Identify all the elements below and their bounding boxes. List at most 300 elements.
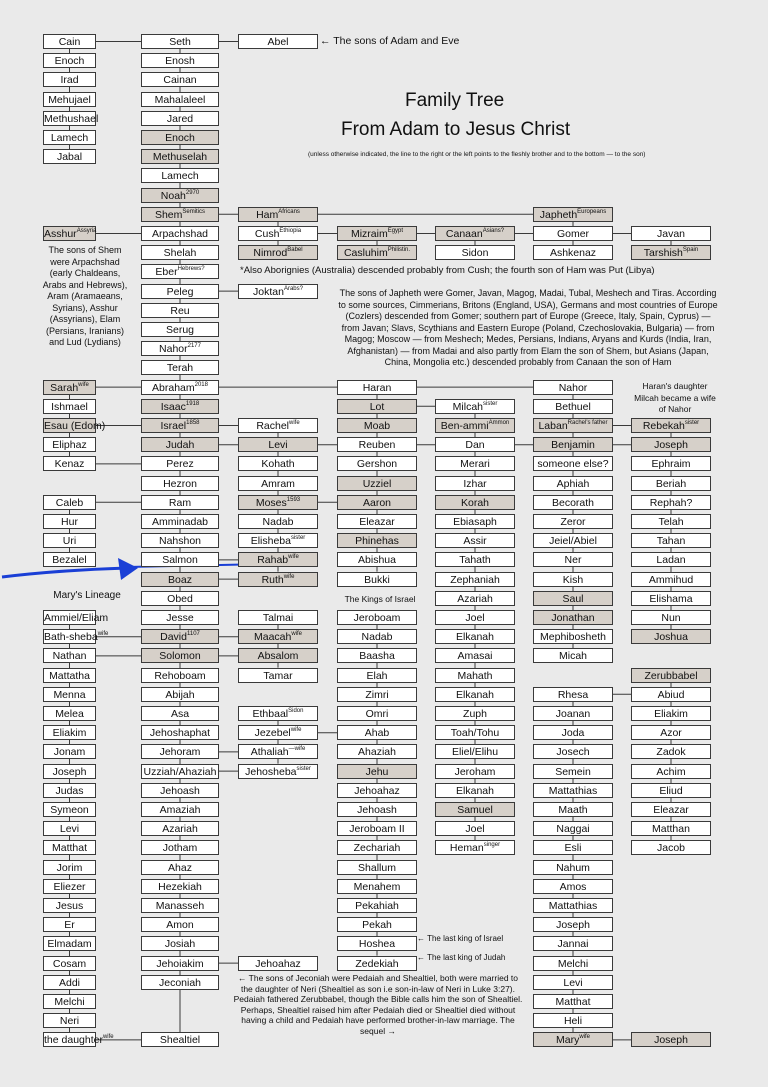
person-judas [43, 783, 96, 798]
person-peleg [141, 284, 219, 299]
person-hezekiah [141, 879, 219, 894]
person-micah [533, 648, 613, 663]
person-uri [43, 533, 96, 548]
person-levi3 [533, 975, 613, 990]
person-name: Judah [165, 439, 195, 452]
person-samuel [435, 802, 515, 817]
person-zerubbabel [631, 668, 711, 683]
person-becorath [533, 495, 613, 510]
person-name: Elah [366, 669, 388, 682]
person-ammihud [631, 572, 711, 587]
person-name: Abishua [358, 554, 396, 567]
person-name: Hezron [163, 477, 197, 490]
person-annotation: Hebrews? [177, 266, 205, 273]
person-name: Elkanah [456, 784, 494, 797]
person-name: Judas [55, 784, 84, 797]
person-annotation: —wife [288, 746, 306, 753]
person-name: Melchi [557, 957, 589, 970]
person-annotation: Europeans [577, 208, 607, 215]
person-name: Perez [166, 458, 194, 471]
person-isaac [141, 399, 219, 414]
person-melchi1 [43, 994, 96, 1009]
person-jehoahaz1 [337, 783, 417, 798]
person-daughter [43, 1032, 114, 1047]
person-name: Samuel [457, 804, 493, 816]
person-asa [141, 706, 219, 721]
person-name: Nimrod [253, 247, 288, 260]
person-name: Pekah [362, 919, 392, 932]
person-annotation: 1918 [185, 400, 200, 407]
person-name: Ethbaal [252, 708, 289, 720]
person-matthat1 [43, 840, 96, 855]
person-levi [238, 437, 318, 452]
person-eliel [435, 744, 515, 759]
person-name: Nadab [361, 631, 393, 644]
person-name: Jehoash [160, 784, 200, 797]
person-annotation: Ammon [488, 420, 510, 426]
person-annotation: Africans [278, 208, 300, 215]
person-annotation: 1858 [186, 420, 200, 426]
person-terah [141, 360, 219, 375]
person-eliakim2 [631, 706, 711, 721]
person-name: Eliel/Elihu [451, 746, 499, 759]
person-bethuel [533, 399, 613, 414]
person-javan [631, 226, 711, 241]
person-shealtiel [141, 1032, 219, 1047]
person-name: Enoch [165, 132, 195, 144]
person-josiah [141, 936, 219, 951]
person-name: Abel [267, 36, 289, 48]
person-phinehas [337, 533, 417, 548]
person-jacob [631, 840, 711, 855]
person-name: Ner [564, 554, 582, 567]
person-name: Lot [369, 400, 385, 413]
person-name: Jesus [55, 900, 84, 912]
person-name: Achim [656, 765, 686, 778]
person-name: Eliud [659, 784, 683, 797]
person-annotation: 2970 [185, 189, 200, 196]
person-ashkenaz [533, 245, 613, 260]
person-gershon [337, 456, 417, 471]
person-name: Israel [160, 420, 187, 432]
title-line-2: From Adam to Jesus Christ [341, 119, 571, 140]
person-name: Maath [558, 804, 588, 816]
person-methuselah [141, 149, 219, 164]
person-name: Kenaz [54, 458, 85, 471]
person-name: Aaron [362, 496, 392, 509]
person-amasai [435, 648, 515, 663]
person-eber [141, 264, 219, 279]
person-annotation: 1593 [286, 496, 301, 503]
person-absalom [238, 648, 318, 663]
person-name: Zeror [560, 516, 586, 528]
person-esau [43, 418, 106, 433]
person-annotation: Philistin. [387, 247, 411, 254]
person-name: Abiud [657, 688, 685, 701]
person-name: Ladan [656, 554, 686, 567]
person-name: Jehoahaz [255, 957, 301, 970]
person-laban [533, 418, 613, 433]
person-name: Abijah [165, 688, 195, 701]
person-telah [631, 514, 711, 529]
person-nahum [533, 860, 613, 875]
person-name: Matthat [555, 996, 591, 1008]
person-name: Joshua [654, 631, 688, 644]
person-canaan [435, 226, 515, 241]
person-name: Omri [365, 708, 389, 720]
person-name: Elisheba [250, 535, 291, 548]
person-name: Ram [168, 496, 192, 509]
person-name: Eliakim [654, 708, 688, 720]
person-joseph1 [631, 437, 711, 452]
note-haran-daughter: Haran's daughter Milcah became a wife of Nahor [634, 381, 716, 414]
person-name: Merari [460, 458, 490, 471]
person-obed [141, 591, 219, 606]
person-eliezer [43, 879, 96, 894]
person-eleazar2 [631, 802, 711, 817]
person-name: Solomon [159, 650, 201, 663]
person-ram [141, 495, 219, 510]
person-name: Elkanah [456, 631, 494, 644]
person-baasha [337, 648, 417, 663]
person-jehoram [141, 744, 219, 759]
person-melchi2 [533, 956, 613, 971]
person-name: Heli [563, 1015, 583, 1028]
person-toah [435, 725, 515, 740]
person-annotation: wife [78, 381, 89, 388]
person-annotation: Rachel's father [567, 420, 608, 426]
person-rehoboam [141, 668, 219, 683]
person-annotation: Semitics [182, 208, 206, 215]
label-kings-of-israel: The Kings of Israel [344, 594, 416, 604]
person-name: Athaliah [250, 746, 289, 759]
person-name: Zerubbabel [644, 669, 698, 682]
person-name: Nahor [558, 381, 588, 394]
person-name: Matthat [51, 842, 88, 855]
person-name: Asa [170, 708, 190, 720]
person-name: Kish [562, 573, 584, 586]
person-israel [141, 418, 219, 433]
person-annotation: wife [97, 631, 109, 638]
person-korah [435, 495, 515, 510]
person-name: Rephah? [649, 496, 693, 509]
person-annotation: wife [283, 573, 295, 580]
person-name: Bethuel [555, 400, 591, 413]
person-name: Terah [166, 362, 194, 375]
person-name: Zadok [656, 746, 686, 759]
person-name: Rachel [256, 420, 289, 432]
person-name: Maacah [253, 631, 292, 644]
person-name: Eber [155, 266, 178, 279]
person-name: Menahem [353, 880, 401, 893]
person-name: Uzziah/Ahaziah [143, 765, 217, 778]
person-jeiel [533, 533, 613, 548]
person-name: Telah [658, 516, 684, 528]
person-name: Jeroham [454, 765, 496, 778]
person-name: Azor [660, 727, 682, 740]
person-name: Arpachshad [151, 228, 209, 240]
person-name: Mary [555, 1034, 580, 1047]
person-joanan [533, 706, 613, 721]
person-name: Becorath [551, 496, 595, 509]
person-name: Methuselah [152, 151, 208, 164]
person-name: Nadab [262, 516, 294, 528]
person-name: Amaziah [159, 804, 201, 816]
person-beriah [631, 476, 711, 491]
person-elisheba [238, 533, 318, 548]
person-name: Jacob [656, 842, 686, 855]
person-name: Amasai [457, 650, 493, 663]
person-rephah [631, 495, 711, 510]
person-name: Jannai [557, 938, 589, 951]
person-name: Izhar [463, 477, 487, 490]
person-cush [238, 226, 318, 241]
person-joseph3 [533, 917, 613, 932]
person-mattathias1 [533, 783, 613, 798]
person-name: Lamech [161, 170, 199, 183]
person-name: Obed [167, 592, 193, 605]
person-zeror [533, 514, 613, 529]
person-name: Mattathias [548, 900, 598, 912]
person-menahem [337, 879, 417, 894]
person-name: Esau (Edom) [44, 420, 106, 432]
person-name: Ruth [261, 573, 284, 586]
person-ahaz [141, 860, 219, 875]
person-name: Jeiel/Abiel [549, 535, 597, 548]
person-joseph4 [631, 1032, 711, 1047]
person-tarshish [631, 245, 711, 260]
person-mephibosheth [533, 629, 613, 644]
person-name: Ashkenaz [549, 247, 597, 260]
person-amaziah [141, 802, 219, 817]
person-name: Elmadam [47, 938, 92, 951]
person-haran [337, 380, 417, 395]
person-shallum [337, 860, 417, 875]
person-jehoahaz2 [238, 956, 318, 971]
person-lamech2 [141, 168, 219, 183]
person-annotation: sister [296, 765, 311, 772]
person-mattatha [43, 668, 96, 683]
person-asshur [43, 226, 96, 241]
person-amon [141, 917, 219, 932]
person-abishua [337, 552, 417, 567]
person-rachel [238, 418, 318, 433]
person-name: Talmai [262, 612, 294, 624]
person-name: Hezekiah [158, 880, 202, 893]
person-name: Levi [59, 823, 80, 836]
person-name: Heman [449, 842, 484, 855]
person-name: someone else? [537, 458, 609, 471]
person-name: Hoshea [358, 938, 396, 951]
person-ephraim [631, 456, 711, 471]
person-name: Joseph [52, 765, 87, 778]
person-name: Zimri [365, 688, 389, 701]
subtitle: (unless otherwise indicated, the line to the right or the left points to the fleshly brother and to the bottom — to the son) [308, 151, 646, 158]
person-name: Eliphaz [52, 439, 87, 452]
person-name: Mahalaleel [154, 93, 206, 106]
person-name: Eleazar [359, 516, 395, 528]
person-elmadam [43, 936, 96, 951]
person-name: Cosam [52, 957, 87, 970]
person-kenaz [43, 456, 96, 471]
person-hur [43, 514, 96, 529]
person-jannai [533, 936, 613, 951]
person-uzziah [141, 764, 219, 779]
person-name: Uri [62, 535, 77, 548]
person-zephaniah [435, 572, 515, 587]
person-joel1 [435, 610, 515, 625]
person-annotation: wife [291, 631, 303, 638]
person-sidon [435, 245, 515, 260]
label-marys-lineage: Mary's Lineage [53, 590, 121, 601]
person-mizraim [337, 226, 417, 241]
person-name: Cainan [163, 74, 197, 87]
person-name: Isaac [160, 400, 186, 413]
person-name: Canaan [445, 228, 483, 240]
person-name: Mehujael [48, 93, 91, 106]
person-heman [435, 840, 515, 855]
person-name: Jeroboam [353, 612, 401, 624]
person-bathsheba [43, 629, 109, 644]
person-name: Levi [563, 976, 583, 989]
person-name: Peleg [166, 285, 194, 298]
person-ruth [238, 572, 318, 587]
person-name: Jonam [53, 746, 86, 759]
person-ahab [337, 725, 417, 740]
person-name: Reuben [358, 439, 396, 452]
person-name: Eliakim [52, 727, 87, 740]
person-nathan [43, 648, 96, 663]
person-azor [631, 725, 711, 740]
person-name: Shelah [163, 247, 197, 260]
person-name: Mattathias [548, 784, 598, 797]
person-ethbaal [238, 706, 318, 721]
person-name: Rhesa [557, 688, 589, 701]
person-jotham [141, 840, 219, 855]
person-abel [238, 34, 318, 49]
person-eliphaz [43, 437, 96, 452]
person-name: Ishmael [51, 400, 88, 413]
person-name: Jehosheba [245, 765, 297, 778]
person-name: Bath-sheba [44, 631, 98, 644]
person-pekahiah [337, 898, 417, 913]
person-name: Josech [556, 746, 590, 759]
person-addi [43, 975, 96, 990]
person-name: Javan [656, 228, 686, 240]
person-name: Sarah [50, 381, 79, 394]
person-name: Serug [165, 324, 195, 336]
person-name: Phinehas [355, 535, 399, 548]
person-name: Joda [561, 727, 585, 740]
person-name: Jehoash [357, 804, 397, 816]
person-boaz [141, 572, 219, 587]
person-name: Esli [564, 842, 582, 855]
person-jehoshaphat [141, 725, 219, 740]
person-jeconiah [141, 975, 219, 990]
person-name: Naggai [556, 823, 590, 836]
person-reu [141, 303, 219, 318]
person-name: Jehoahaz [354, 784, 400, 797]
person-azariah1 [141, 821, 219, 836]
person-name: Er [64, 919, 75, 932]
person-name: Micah [558, 650, 587, 663]
person-mary [533, 1032, 613, 1047]
person-ham [238, 207, 318, 222]
person-name: the daughter [44, 1034, 103, 1047]
person-name: Azariah [162, 823, 198, 836]
person-name: Joanan [555, 708, 591, 720]
person-nahor2 [533, 380, 613, 395]
person-pekah [337, 917, 417, 932]
person-naggai [533, 821, 613, 836]
person-name: Jezebel [254, 727, 291, 740]
person-david [141, 629, 219, 644]
person-elishama [631, 591, 711, 606]
person-joseph2 [43, 764, 96, 779]
person-nahshon [141, 533, 219, 548]
person-gomer [533, 226, 613, 241]
person-name: Jehu [365, 765, 389, 778]
person-jeroham [435, 764, 515, 779]
person-name: Jehoshaphat [149, 727, 211, 740]
person-eliud [631, 783, 711, 798]
person-name: Tahath [459, 554, 491, 567]
person-annotation: Ethiopia [279, 228, 302, 234]
person-name: Ammihud [648, 573, 694, 586]
person-rahab [238, 552, 318, 567]
person-name: Tamar [263, 669, 293, 682]
person-enoch2 [141, 130, 219, 145]
person-hoshea [337, 936, 417, 951]
person-name: Korah [460, 496, 490, 509]
person-name: Baasha [359, 650, 395, 663]
person-name: Jonathan [551, 612, 595, 624]
person-matthan [631, 821, 711, 836]
person-name: Joseph [556, 919, 590, 932]
person-bukki [337, 572, 417, 587]
person-annotation: sister [483, 400, 498, 407]
person-name: Rebekah [642, 420, 685, 432]
person-name: Rahab [257, 554, 289, 567]
person-perez [141, 456, 219, 471]
note-jeconiah: ← The sons of Jeconiah were Pedaiah and Shealtiel, both were married to the daughter of Neri (Shealtiel as son i.e son-in-law of Neri in Luke 3:27). Pedaiah fathered Zerubbabel, though the Bible calls him the son of Shealtiel. Perhaps, Shealtiel raised him after Pedaiah died or Shealtiel died without having a child and Pedaiah have performed brother-in-law marriage. The sequel → [233, 973, 523, 1036]
person-zadok [631, 744, 711, 759]
person-salmon [141, 552, 219, 567]
person-name: Nun [661, 612, 681, 624]
person-name: Bukki [364, 573, 390, 586]
person-name: Matthan [652, 823, 690, 836]
note-adam-eve: ← The sons of Adam and Eve [320, 35, 460, 47]
person-name: Moab [363, 420, 391, 432]
person-neri [43, 1013, 96, 1028]
person-name: Tahan [656, 535, 686, 548]
person-name: Jehoram [159, 746, 201, 759]
person-ahaziah [337, 744, 417, 759]
person-name: Ammiel/Eliam [44, 612, 109, 624]
person-name: Uzziel [362, 477, 392, 490]
person-name: Seth [169, 36, 191, 48]
person-josech [533, 744, 613, 759]
person-athaliah [238, 744, 318, 759]
person-noah [141, 188, 219, 203]
person-name: Josiah [164, 938, 196, 951]
person-mahath [435, 668, 515, 683]
person-aphiah [533, 476, 613, 491]
person-ishmael [43, 399, 96, 414]
person-abraham [141, 380, 219, 395]
person-name: Jorim [56, 861, 83, 874]
person-ammiel [43, 610, 109, 625]
